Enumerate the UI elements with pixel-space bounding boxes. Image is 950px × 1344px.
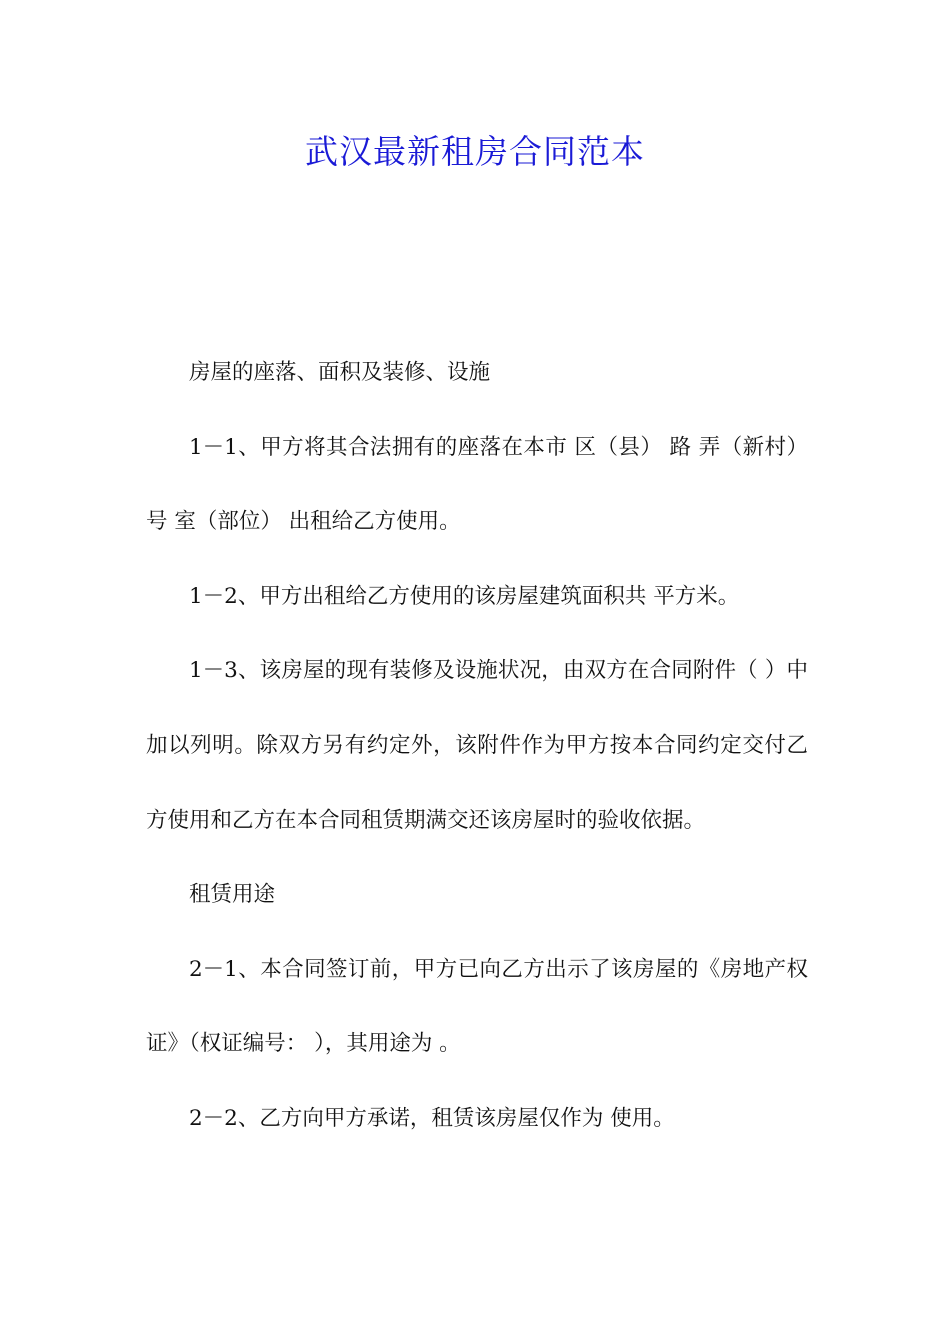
section-heading-usage: 租赁用途 (189, 882, 276, 908)
clause-1-2: 1－2、甲方出租给乙方使用的该房屋建筑面积共 平方米。 (189, 583, 740, 609)
clause-1-1: 1－1、甲方将其合法拥有的座落在本市 区（县） 路 弄（新村） 号 室（部位） 出租给乙方使用。 (146, 434, 808, 535)
clause-1-3: 1－3、该房屋的现有装修及设施状况，由双方在合同附件（ ）中加以列明。除双方另有约定外，该附件作为甲方按本合同约定交付乙方使用和乙方在本合同租赁期满交还该房屋时的验收依据。 (146, 658, 808, 833)
document-title: 武汉最新租房合同范本 (305, 132, 645, 171)
clause-2-1: 2－1、本合同签订前，甲方已向乙方出示了该房屋的《房地产权证》（权证编号： ），其用途为 。 (146, 956, 808, 1057)
section-heading-premises: 房屋的座落、面积及装修、设施 (189, 360, 491, 385)
clause-2-2: 2－2、乙方向甲方承诺，租赁该房屋仅作为 使用。 (189, 1105, 675, 1131)
document-body (146, 336, 808, 1157)
